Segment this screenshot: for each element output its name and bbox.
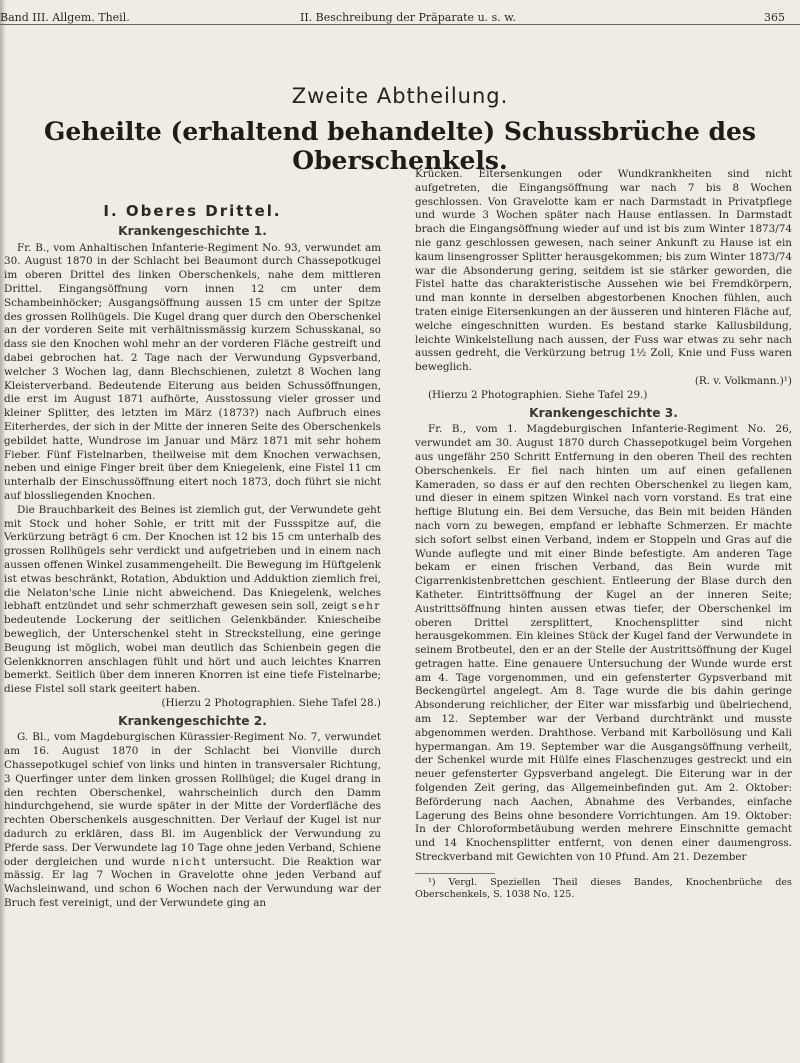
footnote-rule — [415, 873, 495, 874]
right-column — [415, 168, 792, 901]
running-head — [0, 11, 800, 25]
case-2-continuation: Krücken. Eitersenkungen oder Wundkrankheiten sind nicht aufgetreten, die Eingangsöffnung war nach 7 bis 8 Wochen geschlossen. Von Gravelotte kam er nach Darmstadt in Privatpflege und wurde 3 Wochen später nach Hause entlassen. In Darmstadt brach die Eingangsöffnung wieder auf und ist bis zum Winter 1873/74 nie ganz geschlossen gewesen, nach seiner Ankunft zu Hause ist ein kaum linsengrosser Splitter herausgekommen; bis zum Winter 1873/74 war die Absonderung gering, seitdem ist sie stärker geworden, die Fistel hatte das charakteristische Aussehen wie bei Fremdkörpern, und man konnte in derselben abgestorbenen Knochen fühlen, auch traten einige Eitersenkungen an der äusseren und hinteren Fläche auf, welche eingeschnitten wurden. Es bestand starke Kallusbildung, leichte Winkelstellung nach aussen, der Fuss war etwas zu sehr nach aussen gedreht, die Verkürzung betrug 1½ Zoll, Knie und Fuss waren beweglich. — [415, 168, 792, 374]
case-2-paragraph-1 — [4, 731, 381, 910]
left-column — [4, 202, 381, 911]
case-3-title: Krankengeschichte 3. — [529, 405, 678, 420]
case-1-paragraph-1: Fr. B., vom Anhaltischen Infanterie-Regiment No. 93, verwundet am 30. August 1870 in der Schlacht bei Beaumont durch Chassepotkugel im oberen Drittel des linken Oberschenkels, nahe dem mittleren Drittel. Eingangsöffnung vorn innen 12 cm unter dem Schambeinhöcker; Ausgangsöffnung aussen 15 cm unter der Spitze des grossen Rollhügels. Die Kugel drang quer durch den Oberschenkel an der vorderen Seite mit verhältnissmässig kurzem Schusskanal, so dass sie den Knochen wohl mehr an der vorderen Fläche gestreift und dabei gebrochen hat. 2 Tage nach der Verwundung Gypsverband, welcher 3 Wochen lag, dann Blechschienen, zuletzt 8 Wochen lang Kleisterverband. Bedeutende Eiterung aus beiden Schussöffnungen, die erst im August 1871 aufhörte, Ausstossung vieler grosser und kleiner Splitter, des letzten im März (1873?) nach Aufbruch eines Eiterherdes, der sich in der Mitte der inneren Seite des Oberschenkels gebildet hatte, Wundrose im Januar und März 1871 mit sehr hohem Fieber. Fünf Fistelnarben, theilweise mit dem Knochen verwachsen, neben und einige Finger breit über dem Kniegelenk, eine Fistel 11 cm unterhalb der Einschussöffnung eitert noch 1873, doch führt sie nicht auf blossliegenden Knochen. — [4, 241, 381, 502]
case-2-author-reference: (R. v. Volkmann.)¹) — [694, 374, 792, 387]
section-title: Zweite Abtheilung. — [291, 84, 509, 108]
page-number: 365 — [764, 11, 785, 24]
case-3-paragraph-1: Fr. B., vom 1. Magdeburgischen Infanterie-Regiment No. 26, verwundet am 30. August 1870 durch Chassepotkugel beim Vorgehen aus ungefähr 250 Schritt Entfernung in den oberen Theil des rechten Oberschenkels. Er fiel nach hinten um auf einen gefallenen Kameraden, so dass er auf den rechten Oberschenkel zu liegen kam, und dieser in einem spitzen Winkel nach vorn vorstand. Es trat eine heftige Blutung ein. Bei dem Versuche, das Bein mit beiden Händen nach vorn zu bewegen, empfand er lebhafte Schmerzen. Er machte sich sofort selbst einen Verband, indem er Stoppeln und Gras auf die Wunde auflegte und mit einer Binde befestigte. Am anderen Tage bekam er einen frischen Verband, das Bein wurde mit Cigarrenkistenbrettchen geschient. Entleerung der Blase durch den Katheter. Eintrittsöffnung der Kugel an der inneren Seite; Austrittsöffnung hinten aussen etwas tiefer, der Oberschenkel im oberen Drittel zersplittert, Knochensplitter sind nicht herausgekommen. Ein kleines Stück der Kugel fand der Verwundete in seinem Brotbeutel, den er an der Stelle der Austrittsöffnung der Kugel getragen hatte. Eine genauere Untersuchung der Wunde wurde erst am 4. Tage vorgenommen, und ein gefensterter Gypsverband mit Beckengürtel angelegt. Am 8. Tage wurde die bis dahin geringe Absonderung reichlicher, der Eiter war missfarbig und übelriechend, am 12. September war der Verband durchtränkt und musste abgenommen werden. Drahthose. Verband mit Karbollösung und Kali hypermangan. Am 19. September war die Ausgangsöffnung verheilt, der Schenkel wurde mit Hülfe eines Flaschenzuges gestreckt und ein neuer gefensterter Gypsverband angelegt. Die Eiterung war in der folgenden Zeit gering, das Allgemeinbefinden gut. Am 2. Oktober: Beförderung nach Aachen, Abnahme des Verbandes, einfache Lagerung des Beins ohne besondere Vorrichtungen. Am 19. Oktober: In der Chloroformbetäubung werden mehrere Einschnitte gemacht und 14 Knochensplitter entfernt, von denen einer daumengross. Streckverband mit Gewichten von 10 Pfund. Am 21. Dezember — [415, 423, 792, 864]
footnote: ¹) Vergl. Speziellen Theil dieses Bandes, Knochenbrüche des Oberschenkels, S. 1038 No. 125. — [415, 876, 792, 900]
case-1-p2-start: Die Brauchbarkeit des Beines ist ziemlich gut, der Verwundete geht mit Stock und hoher Sohle, er tritt mit der Fussspitze auf, die Verkürzung beträgt 6 cm. Der Knochen ist 12 bis 15 cm unterhalb des grossen Rollhügels sehr verdickt und aufgetrieben und in einem nach aussen offenen Winkel zusammengeheilt. Die Bewegung im Hüftgelenk ist etwas beschränkt, Rotation, Abduktion und Adduktion ziemlich frei, die Nelaton'sche Linie nicht abweichend. Das Kniegelenk, welches lebhaft entzündet und sehr schmerzhaft gewesen sein soll, zeigt — [4, 503, 381, 613]
case-1-p2-rest: bedeutende Lockerung der seitlichen Gelenkbänder. Kniescheibe beweglich, der Unterschenkel steht in Streckstellung, eine geringe Beugung ist möglich, wobei man deutlich das Schienbein gegen die Gelenkknorren anschlagen fühlt und hört und auch leichtes Knarren bemerkt. Seitlich über dem inneren Knorren ist eine tiefe Fistelnarbe; diese Fistel soll stark geeitert haben. — [4, 614, 381, 696]
case-2-title: Krankengeschichte 2. — [118, 713, 267, 728]
case-2-p1-start: G. Bl., vom Magdeburgischen Kürassier-Regiment No. 7, verwundet am 16. August 1870 in der Schlacht bei Vionville durch Chassepotkugel schief von links und hinten in transversaler Richtung, 3 Querfinger unter dem linken grossen Rollhügel; die Kugel drang in den rechten Oberschenkel, wahrscheinlich durch den Damm hindurchgehend, sie wurde später in der Mitte der Vorderfläche des rechten Oberschenkels ausgeschnitten. Der Verlauf der Kugel ist nur dadurch zu erklären, dass Bl. im Augenblick der Verwundung zu Pferde sass. Der Verwundete lag 10 Tage ohne jeden Verband, Schiene oder dergleichen und wurde — [4, 731, 381, 868]
header-rule — [0, 24, 800, 25]
case-1-title: Krankengeschichte 1. — [118, 223, 267, 238]
running-head-center: II. Beschreibung der Präparate u. s. w. — [300, 11, 516, 24]
running-head-left: Band III. Allgem. Theil. — [0, 11, 130, 24]
main-title: Geheilte (erhaltend behandelte) Schussbrüche des Oberschenkels. — [44, 117, 756, 175]
subheading: I. Oberes Drittel. — [103, 202, 282, 220]
case-2-spaced-word: nicht — [172, 855, 208, 868]
case-1-paragraph-2 — [4, 504, 381, 697]
case-2-p1-rest: untersucht. Die Reaktion war mässig. Er lag 7 Wochen in Gravelotte ohne jeden Verband auf Wachsleinwand, und schon 6 Wochen nach der Verwundung war der Bruch fest vereinigt, und der Verwundete ging an — [4, 855, 381, 910]
case-1-spaced-word: sehr — [351, 600, 381, 613]
case-2-photo-reference: (Hierzu 2 Photographien. Siehe Tafel 29.) — [428, 388, 648, 401]
case-1-photo-reference: (Hierzu 2 Photographien. Siehe Tafel 28.) — [161, 696, 381, 709]
